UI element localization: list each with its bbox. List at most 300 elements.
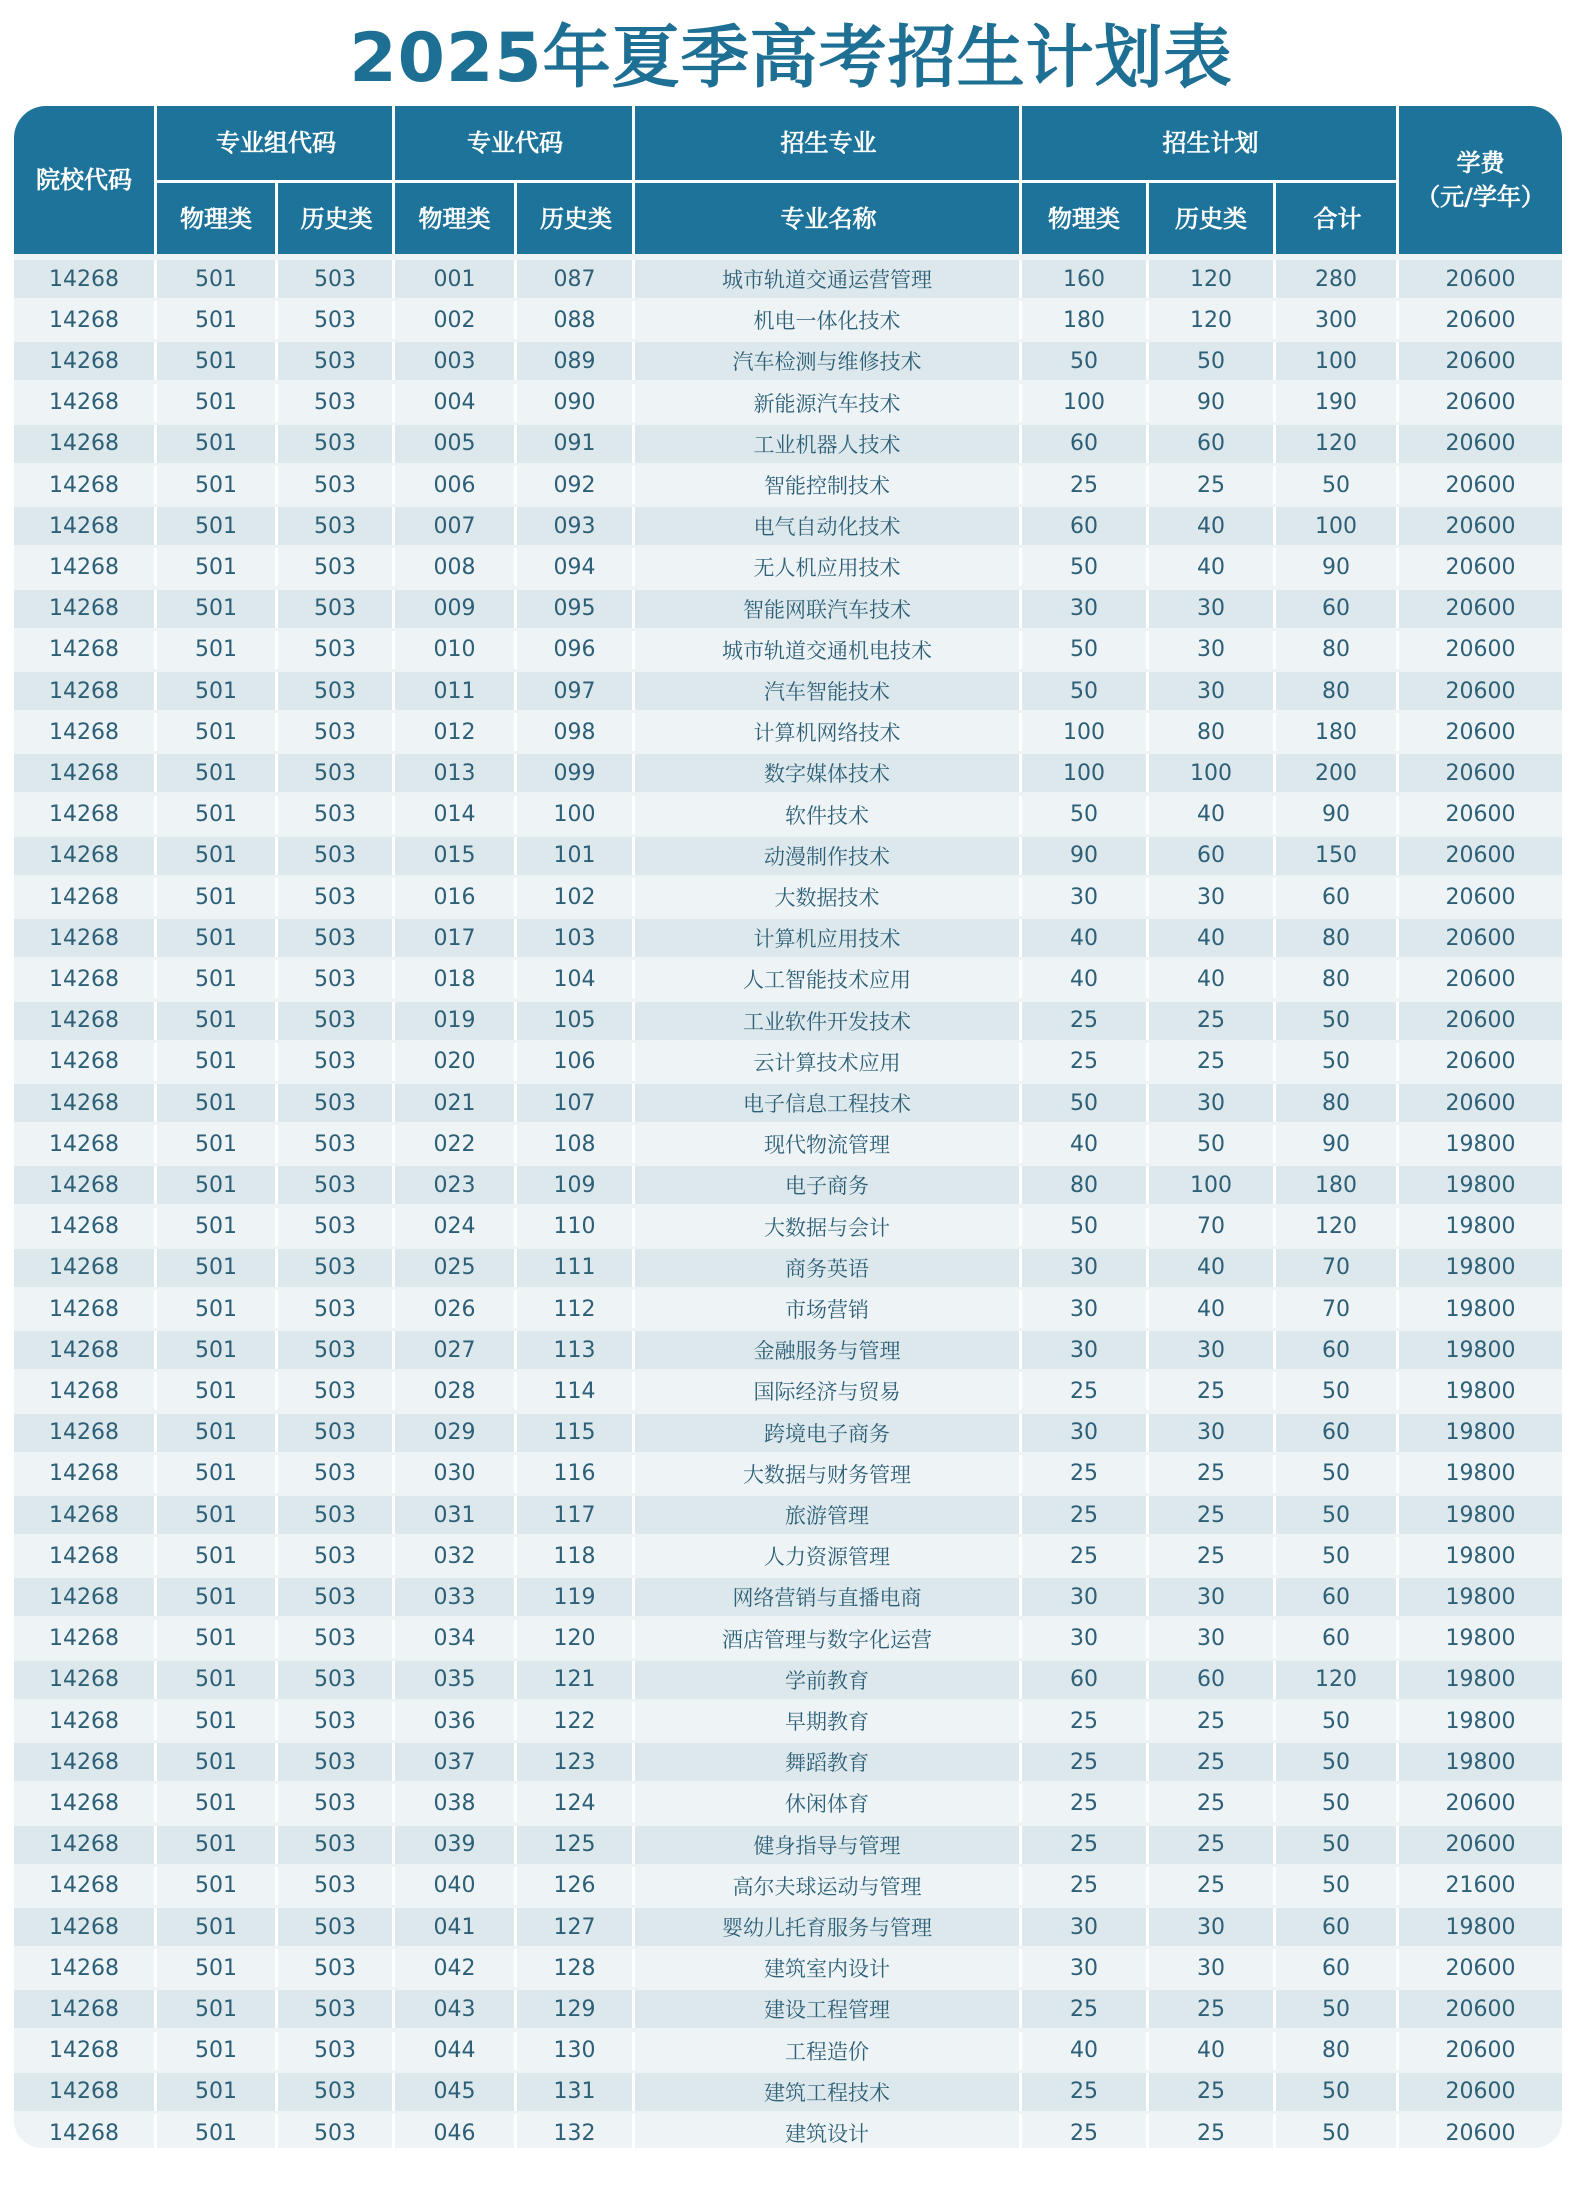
cell-major-physics: 040	[395, 1867, 517, 1905]
cell-plan-physics: 50	[1022, 342, 1149, 380]
cell-major-history: 117	[517, 1496, 635, 1534]
cell-plan-history: 25	[1149, 1702, 1276, 1740]
cell-plan-history: 25	[1149, 1537, 1276, 1575]
cell-group-physics: 501	[157, 2114, 278, 2148]
cell-plan-physics: 25	[1022, 1702, 1149, 1740]
cell-major-name: 市场营销	[635, 1290, 1022, 1328]
header-major: 招生专业	[780, 129, 877, 157]
cell-plan-physics: 160	[1022, 260, 1149, 298]
cell-group-history: 503	[278, 1908, 395, 1946]
table-row	[14, 384, 1562, 422]
cell-school-code: 14268	[14, 1826, 157, 1864]
cell-group-physics: 501	[157, 2032, 278, 2070]
cell-group-physics: 501	[157, 507, 278, 545]
cell-plan-history: 60	[1149, 425, 1276, 463]
cell-plan-history: 100	[1149, 1166, 1276, 1204]
header-school-code: 院校代码	[36, 166, 132, 194]
cell-plan-physics: 30	[1022, 1414, 1149, 1452]
cell-fee: 19800	[1445, 1131, 1516, 1157]
cell-school-code: 14268	[14, 1166, 157, 1204]
cell-plan-total: 100	[1276, 342, 1399, 380]
table-row	[14, 425, 1562, 463]
cell-major-history: 121	[517, 1661, 635, 1699]
cell-major-name: 数字媒体技术	[635, 754, 1022, 792]
cell-plan-physics: 25	[1022, 466, 1149, 504]
cell-school-code: 14268	[14, 1290, 157, 1328]
cell-fee: 19800	[1445, 1708, 1516, 1734]
table-row	[14, 1661, 1562, 1699]
cell-major-physics: 030	[395, 1455, 517, 1493]
cell-plan-physics: 25	[1022, 1537, 1149, 1575]
cell-group-physics: 501	[157, 1002, 278, 1040]
cell-group-history: 503	[278, 507, 395, 545]
cell-fee: 20600	[1445, 884, 1516, 910]
cell-school-code: 14268	[14, 548, 157, 586]
cell-plan-history: 25	[1149, 2073, 1276, 2111]
cell-major-name: 无人机应用技术	[635, 548, 1022, 586]
cell-fee: 20600	[1445, 1832, 1516, 1858]
cell-major-physics: 016	[395, 878, 517, 916]
cell-plan-total: 50	[1276, 2073, 1399, 2111]
cell-group-physics: 501	[157, 1208, 278, 1246]
cell-major-physics: 022	[395, 1125, 517, 1163]
cell-major-physics: 012	[395, 713, 517, 751]
cell-school-code: 14268	[14, 713, 157, 751]
cell-major-physics: 017	[395, 919, 517, 957]
cell-fee: 20600	[1445, 2120, 1516, 2146]
cell-major-history: 125	[517, 1826, 635, 1864]
cell-major-history: 095	[517, 590, 635, 628]
cell-major-name: 城市轨道交通机电技术	[635, 631, 1022, 669]
table-row	[14, 1166, 1562, 1204]
cell-fee: 20600	[1445, 637, 1516, 663]
table-row	[14, 1949, 1562, 1987]
cell-major-name: 汽车检测与维修技术	[635, 342, 1022, 380]
cell-plan-physics: 30	[1022, 1249, 1149, 1287]
cell-major-name: 智能控制技术	[635, 466, 1022, 504]
cell-plan-physics: 50	[1022, 672, 1149, 710]
cell-school-code: 14268	[14, 1002, 157, 1040]
cell-group-history: 503	[278, 1331, 395, 1369]
cell-group-physics: 501	[157, 878, 278, 916]
cell-plan-physics: 50	[1022, 631, 1149, 669]
cell-school-code: 14268	[14, 466, 157, 504]
cell-major-name: 金融服务与管理	[635, 1331, 1022, 1369]
cell-plan-history: 90	[1149, 384, 1276, 422]
table-row	[14, 1990, 1562, 2028]
cell-major-physics: 007	[395, 507, 517, 545]
cell-plan-physics: 25	[1022, 1496, 1149, 1534]
cell-major-physics: 008	[395, 548, 517, 586]
cell-plan-history: 30	[1149, 1578, 1276, 1616]
table-row	[14, 1702, 1562, 1740]
cell-major-history: 118	[517, 1537, 635, 1575]
cell-plan-physics: 100	[1022, 384, 1149, 422]
cell-group-history: 503	[278, 1414, 395, 1452]
table-row	[14, 1331, 1562, 1369]
table-row	[14, 1537, 1562, 1575]
cell-major-name: 健身指导与管理	[635, 1826, 1022, 1864]
cell-major-name: 建筑设计	[635, 2114, 1022, 2148]
cell-group-physics: 501	[157, 1537, 278, 1575]
cell-group-physics: 501	[157, 1249, 278, 1287]
cell-plan-physics: 40	[1022, 2032, 1149, 2070]
cell-fee: 19800	[1445, 1543, 1516, 1569]
cell-group-physics: 501	[157, 1125, 278, 1163]
cell-plan-history: 25	[1149, 466, 1276, 504]
cell-group-history: 503	[278, 1990, 395, 2028]
cell-major-physics: 019	[395, 1002, 517, 1040]
cell-fee: 20600	[1445, 472, 1516, 498]
cell-fee: 21600	[1445, 1873, 1516, 1899]
cell-group-physics: 501	[157, 590, 278, 628]
cell-fee: 19800	[1445, 1749, 1516, 1775]
table-row	[14, 342, 1562, 380]
cell-fee: 19800	[1445, 1461, 1516, 1487]
cell-plan-physics: 100	[1022, 713, 1149, 751]
cell-group-history: 503	[278, 1949, 395, 1987]
cell-plan-history: 25	[1149, 1372, 1276, 1410]
table-row	[14, 1867, 1562, 1905]
cell-plan-total: 60	[1276, 1949, 1399, 1987]
cell-plan-history: 40	[1149, 1249, 1276, 1287]
header-fee	[1399, 106, 1562, 254]
cell-group-physics: 501	[157, 2073, 278, 2111]
cell-school-code: 14268	[14, 919, 157, 957]
cell-plan-total: 80	[1276, 919, 1399, 957]
cell-plan-physics: 40	[1022, 919, 1149, 957]
cell-fee: 20600	[1445, 678, 1516, 704]
table-row	[14, 1826, 1562, 1864]
cell-major-physics: 003	[395, 342, 517, 380]
cell-plan-physics: 60	[1022, 425, 1149, 463]
cell-major-physics: 020	[395, 1043, 517, 1081]
cell-major-history: 100	[517, 796, 635, 834]
cell-plan-history: 40	[1149, 1290, 1276, 1328]
cell-plan-history: 100	[1149, 754, 1276, 792]
table-row	[14, 878, 1562, 916]
cell-major-history: 102	[517, 878, 635, 916]
cell-group-history: 503	[278, 548, 395, 586]
table-row	[14, 590, 1562, 628]
cell-plan-history: 25	[1149, 1743, 1276, 1781]
cell-major-physics: 011	[395, 672, 517, 710]
cell-major-history: 097	[517, 672, 635, 710]
cell-plan-history: 30	[1149, 1331, 1276, 1369]
table-row	[14, 631, 1562, 669]
cell-group-history: 503	[278, 384, 395, 422]
cell-school-code: 14268	[14, 837, 157, 875]
cell-plan-history: 25	[1149, 1826, 1276, 1864]
cell-plan-total: 70	[1276, 1249, 1399, 1287]
cell-plan-total: 80	[1276, 2032, 1399, 2070]
cell-major-physics: 045	[395, 2073, 517, 2111]
cell-group-physics: 501	[157, 672, 278, 710]
cell-major-history: 115	[517, 1414, 635, 1452]
cell-major-physics: 028	[395, 1372, 517, 1410]
cell-major-name: 智能网联汽车技术	[635, 590, 1022, 628]
cell-group-physics: 501	[157, 1455, 278, 1493]
cell-plan-physics: 25	[1022, 1002, 1149, 1040]
cell-group-history: 503	[278, 1043, 395, 1081]
cell-major-history: 103	[517, 919, 635, 957]
cell-group-physics: 501	[157, 754, 278, 792]
header-divider	[275, 183, 278, 254]
cell-group-physics: 501	[157, 548, 278, 586]
cell-plan-total: 50	[1276, 2114, 1399, 2148]
cell-school-code: 14268	[14, 384, 157, 422]
cell-group-physics: 501	[157, 1784, 278, 1822]
cell-major-name: 跨境电子商务	[635, 1414, 1022, 1452]
cell-major-history: 124	[517, 1784, 635, 1822]
cell-fee: 20600	[1445, 1008, 1516, 1034]
cell-major-physics: 023	[395, 1166, 517, 1204]
cell-plan-history: 25	[1149, 1043, 1276, 1081]
cell-school-code: 14268	[14, 1208, 157, 1246]
cell-major-history: 123	[517, 1743, 635, 1781]
header-plan: 招生计划	[1162, 129, 1259, 157]
cell-plan-history: 70	[1149, 1208, 1276, 1246]
cell-plan-physics: 25	[1022, 2114, 1149, 2148]
cell-plan-history: 30	[1149, 672, 1276, 710]
cell-fee: 19800	[1445, 1172, 1516, 1198]
cell-group-history: 503	[278, 425, 395, 463]
cell-school-code: 14268	[14, 590, 157, 628]
cell-major-name: 大数据与财务管理	[635, 1455, 1022, 1493]
cell-plan-total: 50	[1276, 1826, 1399, 1864]
cell-fee: 19800	[1445, 1667, 1516, 1693]
cell-major-physics: 015	[395, 837, 517, 875]
cell-plan-physics: 40	[1022, 960, 1149, 998]
cell-group-physics: 501	[157, 1331, 278, 1369]
cell-group-physics: 501	[157, 466, 278, 504]
cell-plan-physics: 100	[1022, 754, 1149, 792]
cell-plan-physics: 60	[1022, 1661, 1149, 1699]
header-divider	[1273, 183, 1276, 254]
cell-plan-total: 70	[1276, 1290, 1399, 1328]
header-major-code: 专业代码	[467, 129, 563, 157]
cell-school-code: 14268	[14, 1537, 157, 1575]
cell-school-code: 14268	[14, 1414, 157, 1452]
cell-plan-total: 50	[1276, 1537, 1399, 1575]
cell-major-physics: 010	[395, 631, 517, 669]
cell-plan-history: 40	[1149, 960, 1276, 998]
cell-major-history: 131	[517, 2073, 635, 2111]
cell-fee: 19800	[1445, 1914, 1516, 1940]
cell-plan-history: 30	[1149, 878, 1276, 916]
cell-plan-total: 50	[1276, 1867, 1399, 1905]
cell-major-physics: 001	[395, 260, 517, 298]
cell-school-code: 14268	[14, 1331, 157, 1369]
table-row	[14, 919, 1562, 957]
cell-group-history: 503	[278, 1867, 395, 1905]
cell-plan-physics: 30	[1022, 1331, 1149, 1369]
cell-major-history: 108	[517, 1125, 635, 1163]
cell-plan-total: 280	[1276, 260, 1399, 298]
table-row	[14, 260, 1562, 298]
cell-plan-total: 300	[1276, 301, 1399, 339]
cell-fee: 20600	[1445, 802, 1516, 828]
table-row	[14, 1125, 1562, 1163]
cell-fee: 20600	[1445, 2038, 1516, 2064]
cell-fee: 20600	[1445, 266, 1516, 292]
cell-major-history: 116	[517, 1455, 635, 1493]
cell-plan-total: 60	[1276, 878, 1399, 916]
cell-group-history: 503	[278, 2114, 395, 2148]
cell-group-history: 503	[278, 2032, 395, 2070]
cell-fee: 20600	[1445, 431, 1516, 457]
cell-group-history: 503	[278, 1661, 395, 1699]
table-row	[14, 1249, 1562, 1287]
cell-group-history: 503	[278, 631, 395, 669]
cell-group-history: 503	[278, 796, 395, 834]
cell-group-history: 503	[278, 1208, 395, 1246]
cell-fee: 20600	[1445, 1090, 1516, 1116]
table-row	[14, 2032, 1562, 2070]
cell-plan-total: 50	[1276, 1372, 1399, 1410]
cell-plan-physics: 30	[1022, 878, 1149, 916]
cell-school-code: 14268	[14, 1702, 157, 1740]
cell-plan-total: 100	[1276, 507, 1399, 545]
table-header	[14, 106, 1562, 254]
cell-plan-physics: 30	[1022, 1578, 1149, 1616]
cell-fee: 19800	[1445, 1378, 1516, 1404]
cell-group-physics: 501	[157, 919, 278, 957]
cell-plan-history: 30	[1149, 631, 1276, 669]
table-row	[14, 1414, 1562, 1452]
cell-major-name: 计算机应用技术	[635, 919, 1022, 957]
cell-major-physics: 043	[395, 1990, 517, 2028]
cell-plan-physics: 30	[1022, 1949, 1149, 1987]
cell-fee: 20600	[1445, 719, 1516, 745]
header-plan-physics: 物理类	[1048, 204, 1120, 233]
cell-group-history: 503	[278, 2073, 395, 2111]
cell-major-history: 091	[517, 425, 635, 463]
cell-plan-history: 40	[1149, 2032, 1276, 2070]
cell-major-physics: 002	[395, 301, 517, 339]
cell-major-history: 120	[517, 1620, 635, 1658]
cell-school-code: 14268	[14, 878, 157, 916]
cell-group-physics: 501	[157, 1084, 278, 1122]
header-major-physics: 物理类	[418, 204, 491, 233]
cell-group-physics: 501	[157, 260, 278, 298]
cell-major-physics: 005	[395, 425, 517, 463]
cell-group-history: 503	[278, 1002, 395, 1040]
cell-plan-history: 25	[1149, 1496, 1276, 1534]
table-row	[14, 1084, 1562, 1122]
cell-group-history: 503	[278, 260, 395, 298]
cell-plan-total: 50	[1276, 1496, 1399, 1534]
cell-fee: 20600	[1445, 843, 1516, 869]
cell-group-physics: 501	[157, 1908, 278, 1946]
cell-school-code: 14268	[14, 1990, 157, 2028]
cell-group-physics: 501	[157, 1043, 278, 1081]
cell-plan-history: 30	[1149, 1414, 1276, 1452]
cell-major-history: 130	[517, 2032, 635, 2070]
cell-group-physics: 501	[157, 301, 278, 339]
cell-group-physics: 501	[157, 1702, 278, 1740]
cell-plan-total: 120	[1276, 1661, 1399, 1699]
cell-plan-history: 25	[1149, 1002, 1276, 1040]
cell-major-history: 111	[517, 1249, 635, 1287]
cell-group-history: 503	[278, 1826, 395, 1864]
page-title: 2025年夏季高考招生计划表	[349, 19, 1233, 98]
cell-group-history: 503	[278, 1125, 395, 1163]
cell-plan-history: 40	[1149, 796, 1276, 834]
cell-plan-history: 30	[1149, 1620, 1276, 1658]
cell-major-name: 新能源汽车技术	[635, 384, 1022, 422]
cell-plan-history: 80	[1149, 713, 1276, 751]
cell-plan-physics: 25	[1022, 1826, 1149, 1864]
cell-fee: 19800	[1445, 1502, 1516, 1528]
cell-major-physics: 021	[395, 1084, 517, 1122]
table-row	[14, 548, 1562, 586]
cell-group-physics: 501	[157, 1661, 278, 1699]
cell-fee: 19800	[1445, 1626, 1516, 1652]
cell-major-history: 107	[517, 1084, 635, 1122]
cell-major-physics: 037	[395, 1743, 517, 1781]
cell-major-physics: 014	[395, 796, 517, 834]
cell-school-code: 14268	[14, 425, 157, 463]
cell-group-physics: 501	[157, 1414, 278, 1452]
cell-major-history: 090	[517, 384, 635, 422]
cell-group-physics: 501	[157, 1743, 278, 1781]
table-row	[14, 1620, 1562, 1658]
cell-group-history: 503	[278, 672, 395, 710]
header-divider	[157, 180, 1396, 183]
cell-fee: 20600	[1445, 2079, 1516, 2105]
cell-fee: 20600	[1445, 1790, 1516, 1816]
cell-plan-history: 40	[1149, 548, 1276, 586]
cell-group-history: 503	[278, 1084, 395, 1122]
cell-plan-physics: 25	[1022, 1455, 1149, 1493]
cell-fee: 19800	[1445, 1296, 1516, 1322]
header-divider	[1146, 183, 1149, 254]
cell-plan-physics: 50	[1022, 796, 1149, 834]
cell-fee: 20600	[1445, 760, 1516, 786]
cell-school-code: 14268	[14, 1084, 157, 1122]
cell-plan-history: 30	[1149, 590, 1276, 628]
cell-major-name: 计算机网络技术	[635, 713, 1022, 751]
cell-major-history: 087	[517, 260, 635, 298]
cell-group-physics: 501	[157, 1372, 278, 1410]
cell-plan-physics: 180	[1022, 301, 1149, 339]
table-row	[14, 1578, 1562, 1616]
cell-major-history: 114	[517, 1372, 635, 1410]
table-row	[14, 1908, 1562, 1946]
header-divider	[1396, 106, 1399, 254]
table-row	[14, 1743, 1562, 1781]
cell-major-history: 129	[517, 1990, 635, 2028]
cell-major-name: 网络营销与直播电商	[635, 1578, 1022, 1616]
cell-school-code: 14268	[14, 1372, 157, 1410]
cell-group-history: 503	[278, 1702, 395, 1740]
cell-school-code: 14268	[14, 1949, 157, 1987]
table-row	[14, 713, 1562, 751]
cell-major-name: 高尔夫球运动与管理	[635, 1867, 1022, 1905]
cell-school-code: 14268	[14, 672, 157, 710]
cell-major-physics: 009	[395, 590, 517, 628]
enrollment-plan-table	[14, 106, 1562, 2148]
header-group-history: 历史类	[300, 204, 373, 233]
cell-plan-physics: 30	[1022, 1908, 1149, 1946]
cell-school-code: 14268	[14, 960, 157, 998]
cell-school-code: 14268	[14, 1661, 157, 1699]
cell-major-history: 126	[517, 1867, 635, 1905]
cell-plan-physics: 40	[1022, 1125, 1149, 1163]
cell-major-history: 101	[517, 837, 635, 875]
cell-plan-physics: 25	[1022, 1784, 1149, 1822]
